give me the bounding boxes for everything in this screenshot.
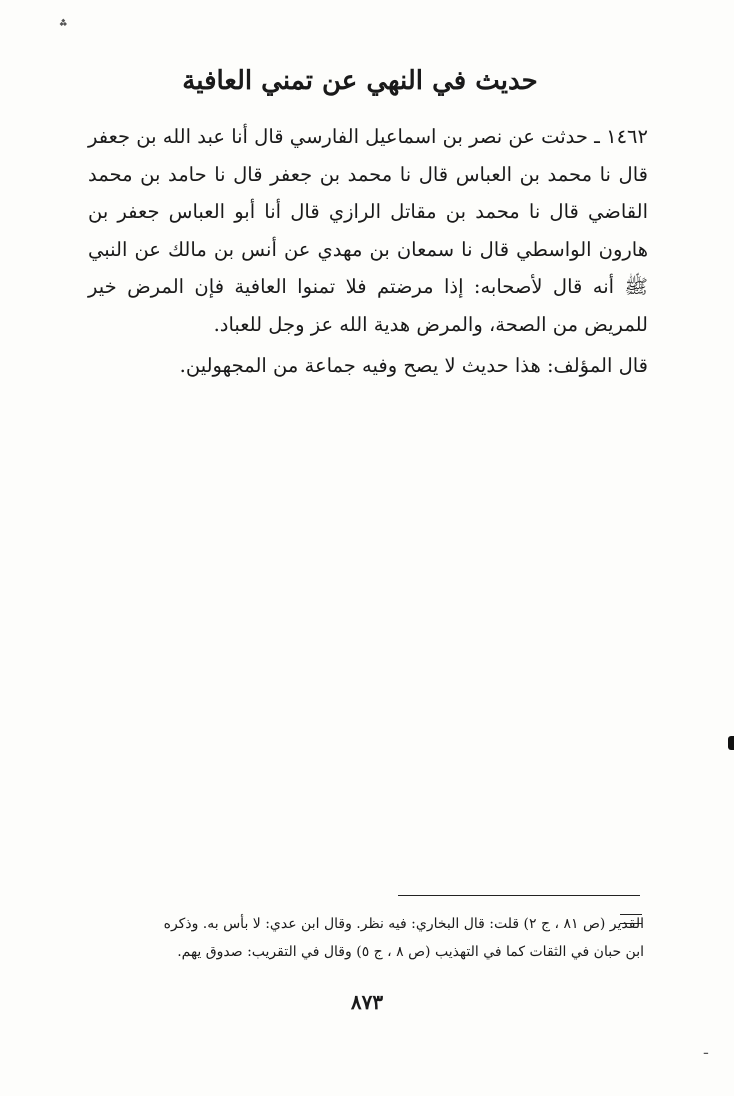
main-text xyxy=(88,118,648,385)
bottom-mark: ـ xyxy=(703,1042,708,1058)
author-note: قال المؤلف: هذا حديث لا يصح وفيه جماعة من المجهولين. xyxy=(179,354,648,377)
hadith-number: ١٤٦٢ xyxy=(606,125,648,148)
corner-mark: ؞ xyxy=(58,18,69,39)
edge-mark xyxy=(728,736,734,750)
footnote-line-1: القدير (ص ٨١ ، ج ٢) قلت: قال البخاري: فيه نظر. وقال ابن عدي: لا بأس به. وذكره xyxy=(163,916,644,932)
footnote-line-2: ابن حبان في الثقات كما في التهذيب (ص ٨ ، ج ٥) وقال في التقريب: صدوق يهم. xyxy=(177,944,644,960)
footnote-divider xyxy=(398,895,640,896)
hadith-paragraph xyxy=(88,118,648,343)
hadith-text: ـ حدثت عن نصر بن اسماعيل الفارسي قال أنا عبد الله بن جعفر قال نا محمد بن العباس قال نا محمد بن جعفر قال نا حامد بن محمد القاضي قال نا محمد بن مقاتل الرازي قال أنا أبو العباس جعفر بن هارون الواسطي قال نا سمعان بن مهدي عن أنس بن مالك عن النبي ﷺ أنه قال لأصحابه: إذا مرضتم فلا تمنوا العافية فإن المرض خير للمريض من الصحة، والمرض هدية الله عز وجل للعباد. xyxy=(88,125,648,336)
footnote xyxy=(88,910,644,966)
page-title: حديث في النهي عن تمني العافية xyxy=(182,66,538,96)
page-number: ٨٧٣ xyxy=(350,990,384,1014)
